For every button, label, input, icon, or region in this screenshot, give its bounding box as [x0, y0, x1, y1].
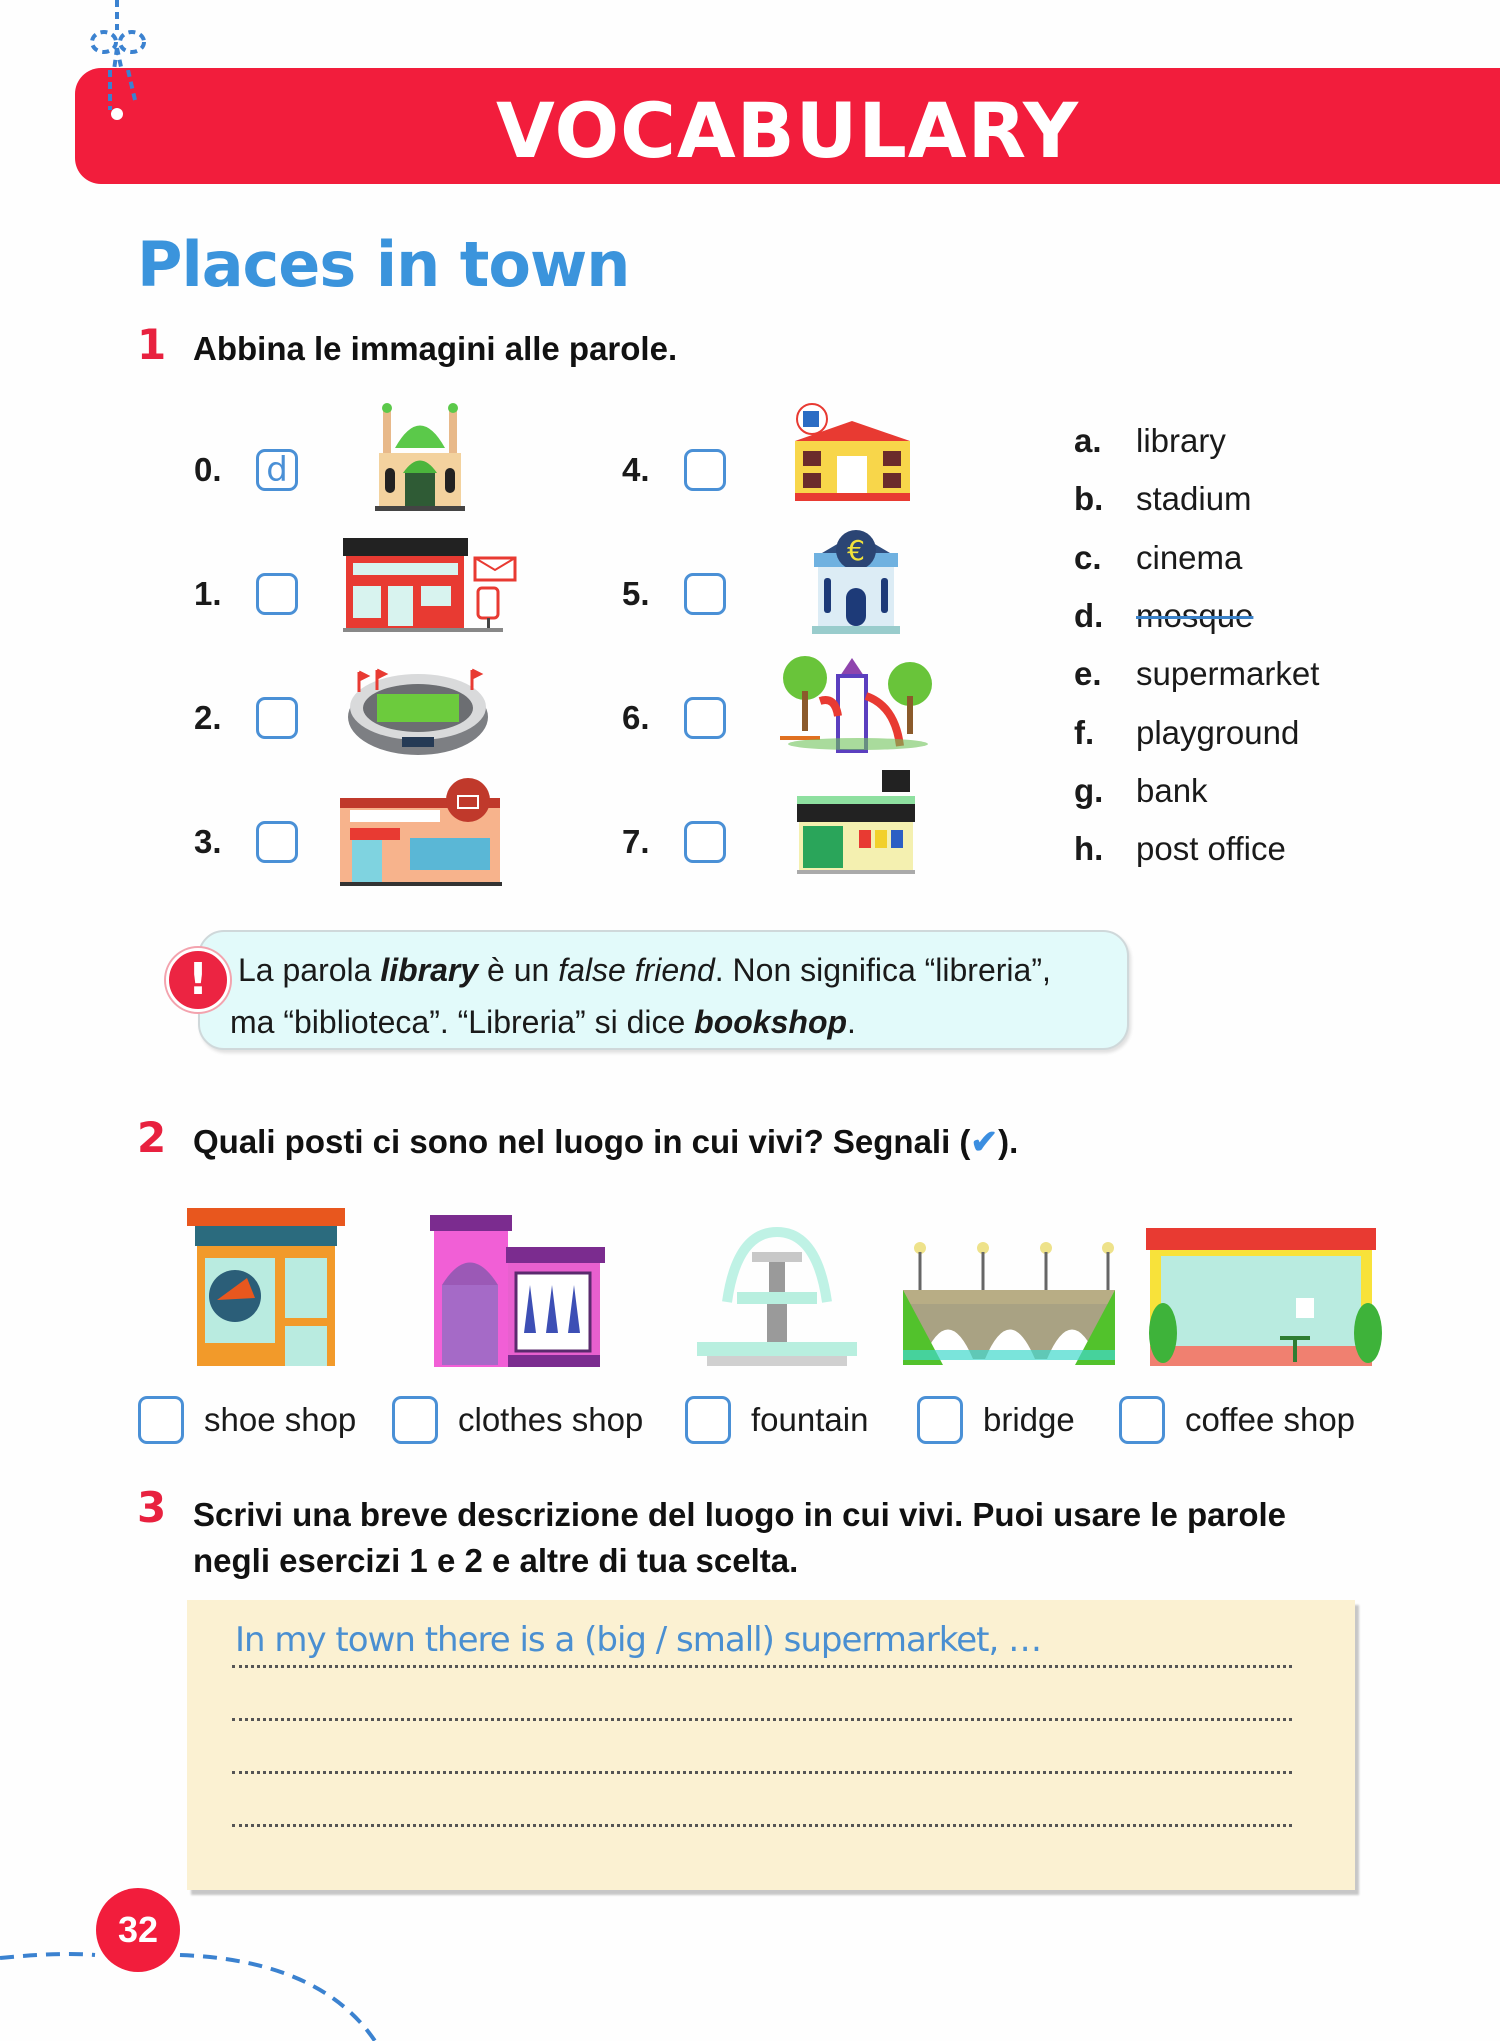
false-friend-note	[198, 930, 1129, 1050]
exclamation-icon: !	[166, 948, 230, 1012]
item-number: 1.	[194, 575, 222, 612]
crossed-word: mosque	[1136, 597, 1254, 635]
match-item-6	[622, 697, 726, 739]
match-item-4	[622, 449, 726, 491]
item-number: 2.	[194, 699, 222, 736]
banner-title: VOCABULARY	[496, 86, 1079, 175]
stadium-icon	[347, 662, 489, 757]
writing-line[interactable]	[232, 1665, 1292, 1668]
writing-line[interactable]	[232, 1771, 1292, 1774]
match-item-0	[194, 449, 298, 491]
option-clothes-shop[interactable]: clothes shop	[392, 1396, 643, 1444]
mosque-icon	[375, 398, 465, 513]
word-item-b: b. stadium	[1074, 480, 1252, 518]
word-item-h: h. post office	[1074, 830, 1286, 868]
option-fountain[interactable]: fountain	[685, 1396, 868, 1444]
word-item-c: c. cinema	[1074, 538, 1243, 576]
ribbon-string-icon	[70, 70, 170, 140]
item-number: 4.	[622, 451, 650, 488]
checkbox[interactable]	[1119, 1396, 1165, 1444]
checkbox[interactable]	[917, 1396, 963, 1444]
dashed-curve-decoration	[0, 1900, 400, 2041]
checkbox[interactable]	[685, 1396, 731, 1444]
answer-box-6[interactable]	[684, 697, 726, 739]
word-list	[1074, 412, 1319, 878]
match-item-3	[194, 821, 298, 863]
post-office-icon	[343, 538, 518, 633]
note-text: La parola library è un false friend. Non significa “libreria”, ma “biblioteca”. “Libreria” si dice bookshop.	[230, 952, 1051, 1040]
word-item-f: f. playground	[1074, 713, 1300, 751]
exercise-2-instruction: Quali posti ci sono nel luogo in cui vivi? Segnali (✔).	[193, 1123, 1019, 1160]
checkbox[interactable]	[392, 1396, 438, 1444]
section-title: Places in town	[137, 228, 630, 301]
item-number: 3.	[194, 823, 222, 860]
writing-line[interactable]	[232, 1824, 1292, 1827]
playground-icon	[780, 656, 935, 754]
match-item-7	[622, 821, 726, 863]
checkbox[interactable]	[138, 1396, 184, 1444]
clothes-shop-icon	[430, 1215, 605, 1367]
shoe-shop-icon	[187, 1208, 345, 1368]
match-item-5	[622, 573, 726, 615]
supermarket-icon	[340, 778, 502, 886]
match-item-1	[194, 573, 298, 615]
check-icon: ✔	[970, 1123, 999, 1160]
svg-text:€: €	[847, 534, 865, 567]
writing-line[interactable]	[232, 1718, 1292, 1721]
exercise-1-number: 1	[137, 320, 167, 369]
word-item-d: d. mosque	[1074, 597, 1254, 635]
word-item-g: g. bank	[1074, 771, 1208, 809]
item-number: 0.	[194, 451, 222, 488]
exercise-1-instruction: Abbina le immagini alle parole.	[193, 330, 678, 367]
bank-icon	[812, 528, 900, 636]
item-number: 6.	[622, 699, 650, 736]
item-number: 5.	[622, 575, 650, 612]
answer-box-2[interactable]	[256, 697, 298, 739]
cinema-icon	[797, 770, 917, 878]
exercise-2-number: 2	[137, 1113, 167, 1162]
answer-box-0[interactable]: d	[256, 449, 298, 491]
word-item-a: a. library	[1074, 422, 1226, 460]
match-item-2	[194, 697, 298, 739]
writing-area[interactable]	[187, 1600, 1355, 1890]
option-coffee-shop[interactable]: coffee shop	[1119, 1396, 1355, 1444]
answer-box-4[interactable]	[684, 449, 726, 491]
library-icon	[795, 401, 910, 509]
exercise-3-number: 3	[137, 1483, 167, 1532]
item-number: 7.	[622, 823, 650, 860]
answer-box-3[interactable]	[256, 821, 298, 863]
option-bridge[interactable]: bridge	[917, 1396, 1075, 1444]
exercise-3-instruction: Scrivi una breve descrizione del luogo in cui vivi. Puoi usare le parole negli esercizi 1 e 2 e altre di tua scelta.	[193, 1496, 1287, 1579]
answer-box-5[interactable]	[684, 573, 726, 615]
word-item-e: e. supermarket	[1074, 655, 1320, 693]
answer-box-1[interactable]	[256, 573, 298, 615]
vocabulary-banner	[75, 68, 1500, 184]
option-shoe-shop[interactable]: shoe shop	[138, 1396, 356, 1444]
coffee-shop-icon	[1146, 1228, 1386, 1368]
sample-sentence: In my town there is a (big / small) supermarket, …	[235, 1620, 1042, 1660]
bridge-icon	[903, 1240, 1115, 1365]
fountain-icon	[677, 1222, 877, 1367]
answer-box-7[interactable]	[684, 821, 726, 863]
page-number: 32	[96, 1888, 180, 1972]
